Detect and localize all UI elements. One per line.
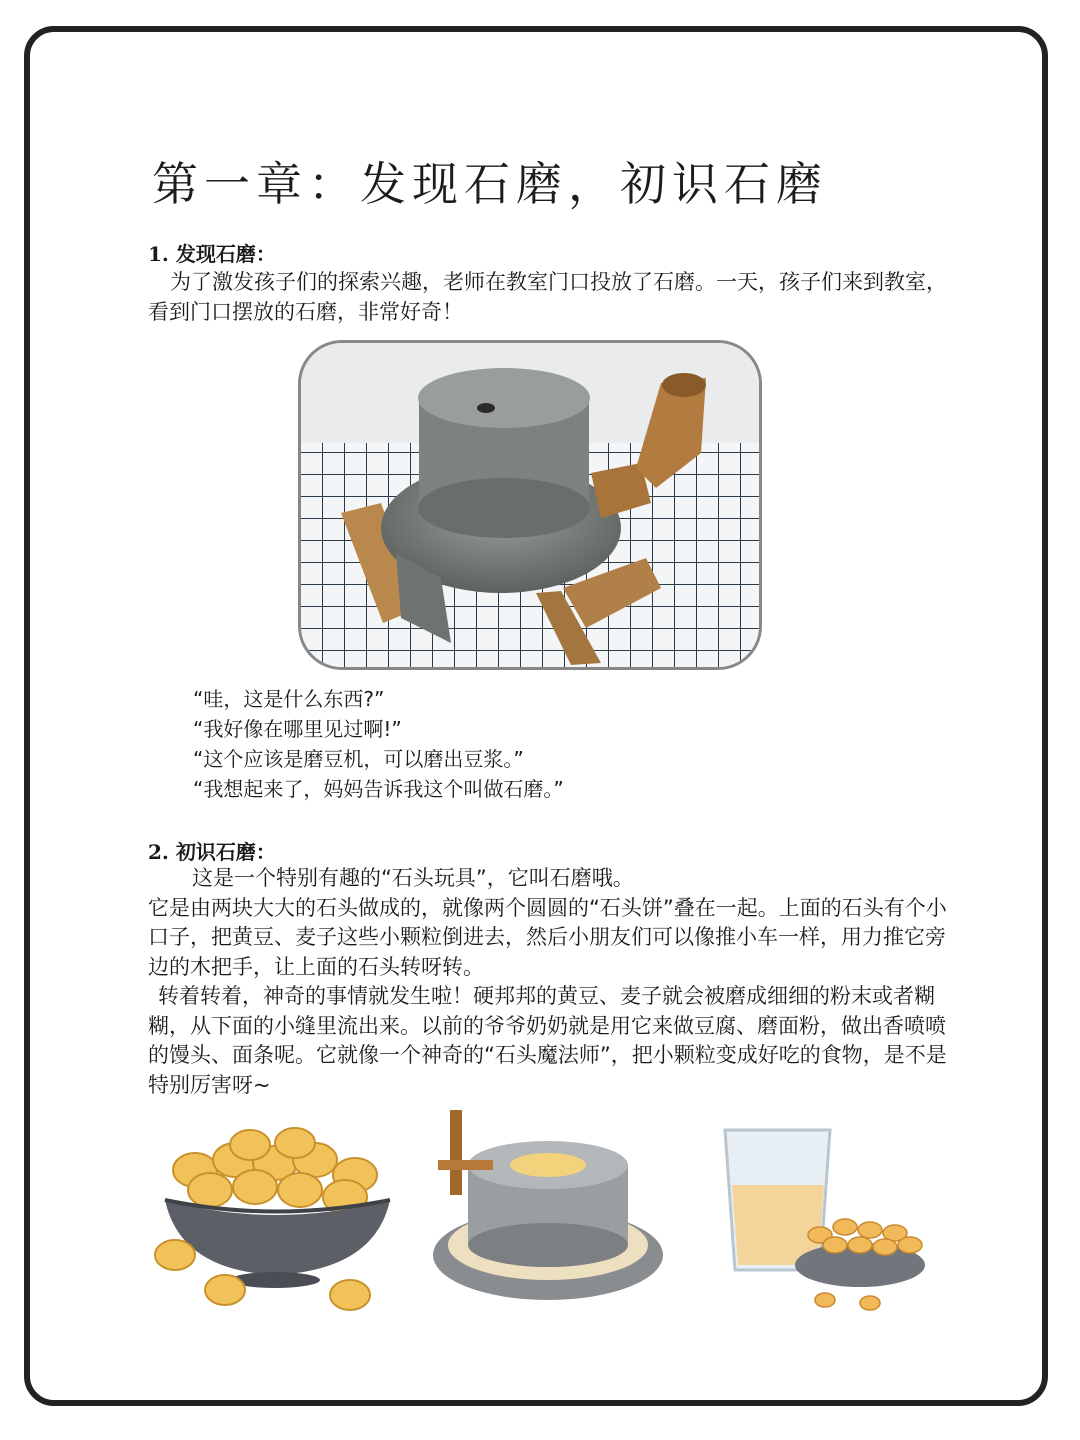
quote-line: “我好像在哪里见过啊!” — [193, 717, 402, 741]
section2-line: 这是一个特别有趣的“石头玩具”，它叫石磨哦。 — [192, 866, 634, 890]
section1-paragraph: 为了激发孩子们的探索兴趣，老师在教室门口投放了石磨。一天，孩子们来到教室，看到门口摆放的石磨，非常好奇！ — [148, 270, 947, 324]
stone-mill-illustration — [428, 1105, 668, 1320]
stone-mill-photo — [298, 340, 762, 670]
section1-heading: 1. 发现石磨： — [148, 242, 276, 266]
section2-paragraph — [148, 864, 948, 1100]
soybean-bowl-illustration — [150, 1105, 400, 1320]
section2-line: 转着转着，神奇的事情就发生啦！硬邦邦的黄豆、麦子就会被磨成细细的粉末或者糊糊，从下面的小缝里流出来。以前的爷爷奶奶就是用它来做豆腐、磨面粉，做出香喷喷的馒头、面条呢。它就像一个神奇的“石头魔法师”，把小颗粒变成好吃的食物，是不是特别厉害呀~ — [148, 984, 947, 1097]
quote-line: “这个应该是磨豆机，可以磨出豆浆。” — [193, 747, 524, 771]
section2-line: 它是由两块大大的石头做成的，就像两个圆圆的“石头饼”叠在一起。上面的石头有个小口子，把黄豆、麦子这些小颗粒倒进去，然后小朋友们可以像推小车一样，用力推它旁边的木把手，让上面的石头转呀转。 — [148, 895, 947, 979]
children-quotes — [193, 684, 564, 804]
quote-line: “哇，这是什么东西?” — [193, 687, 385, 711]
quote-line: “我想起来了，妈妈告诉我这个叫做石磨。” — [193, 777, 564, 801]
chapter-title: 第一章：发现石磨，初识石磨 — [152, 157, 828, 211]
section2-heading: 2. 初识石磨： — [148, 840, 276, 864]
soymilk-glass-illustration — [720, 1105, 930, 1320]
